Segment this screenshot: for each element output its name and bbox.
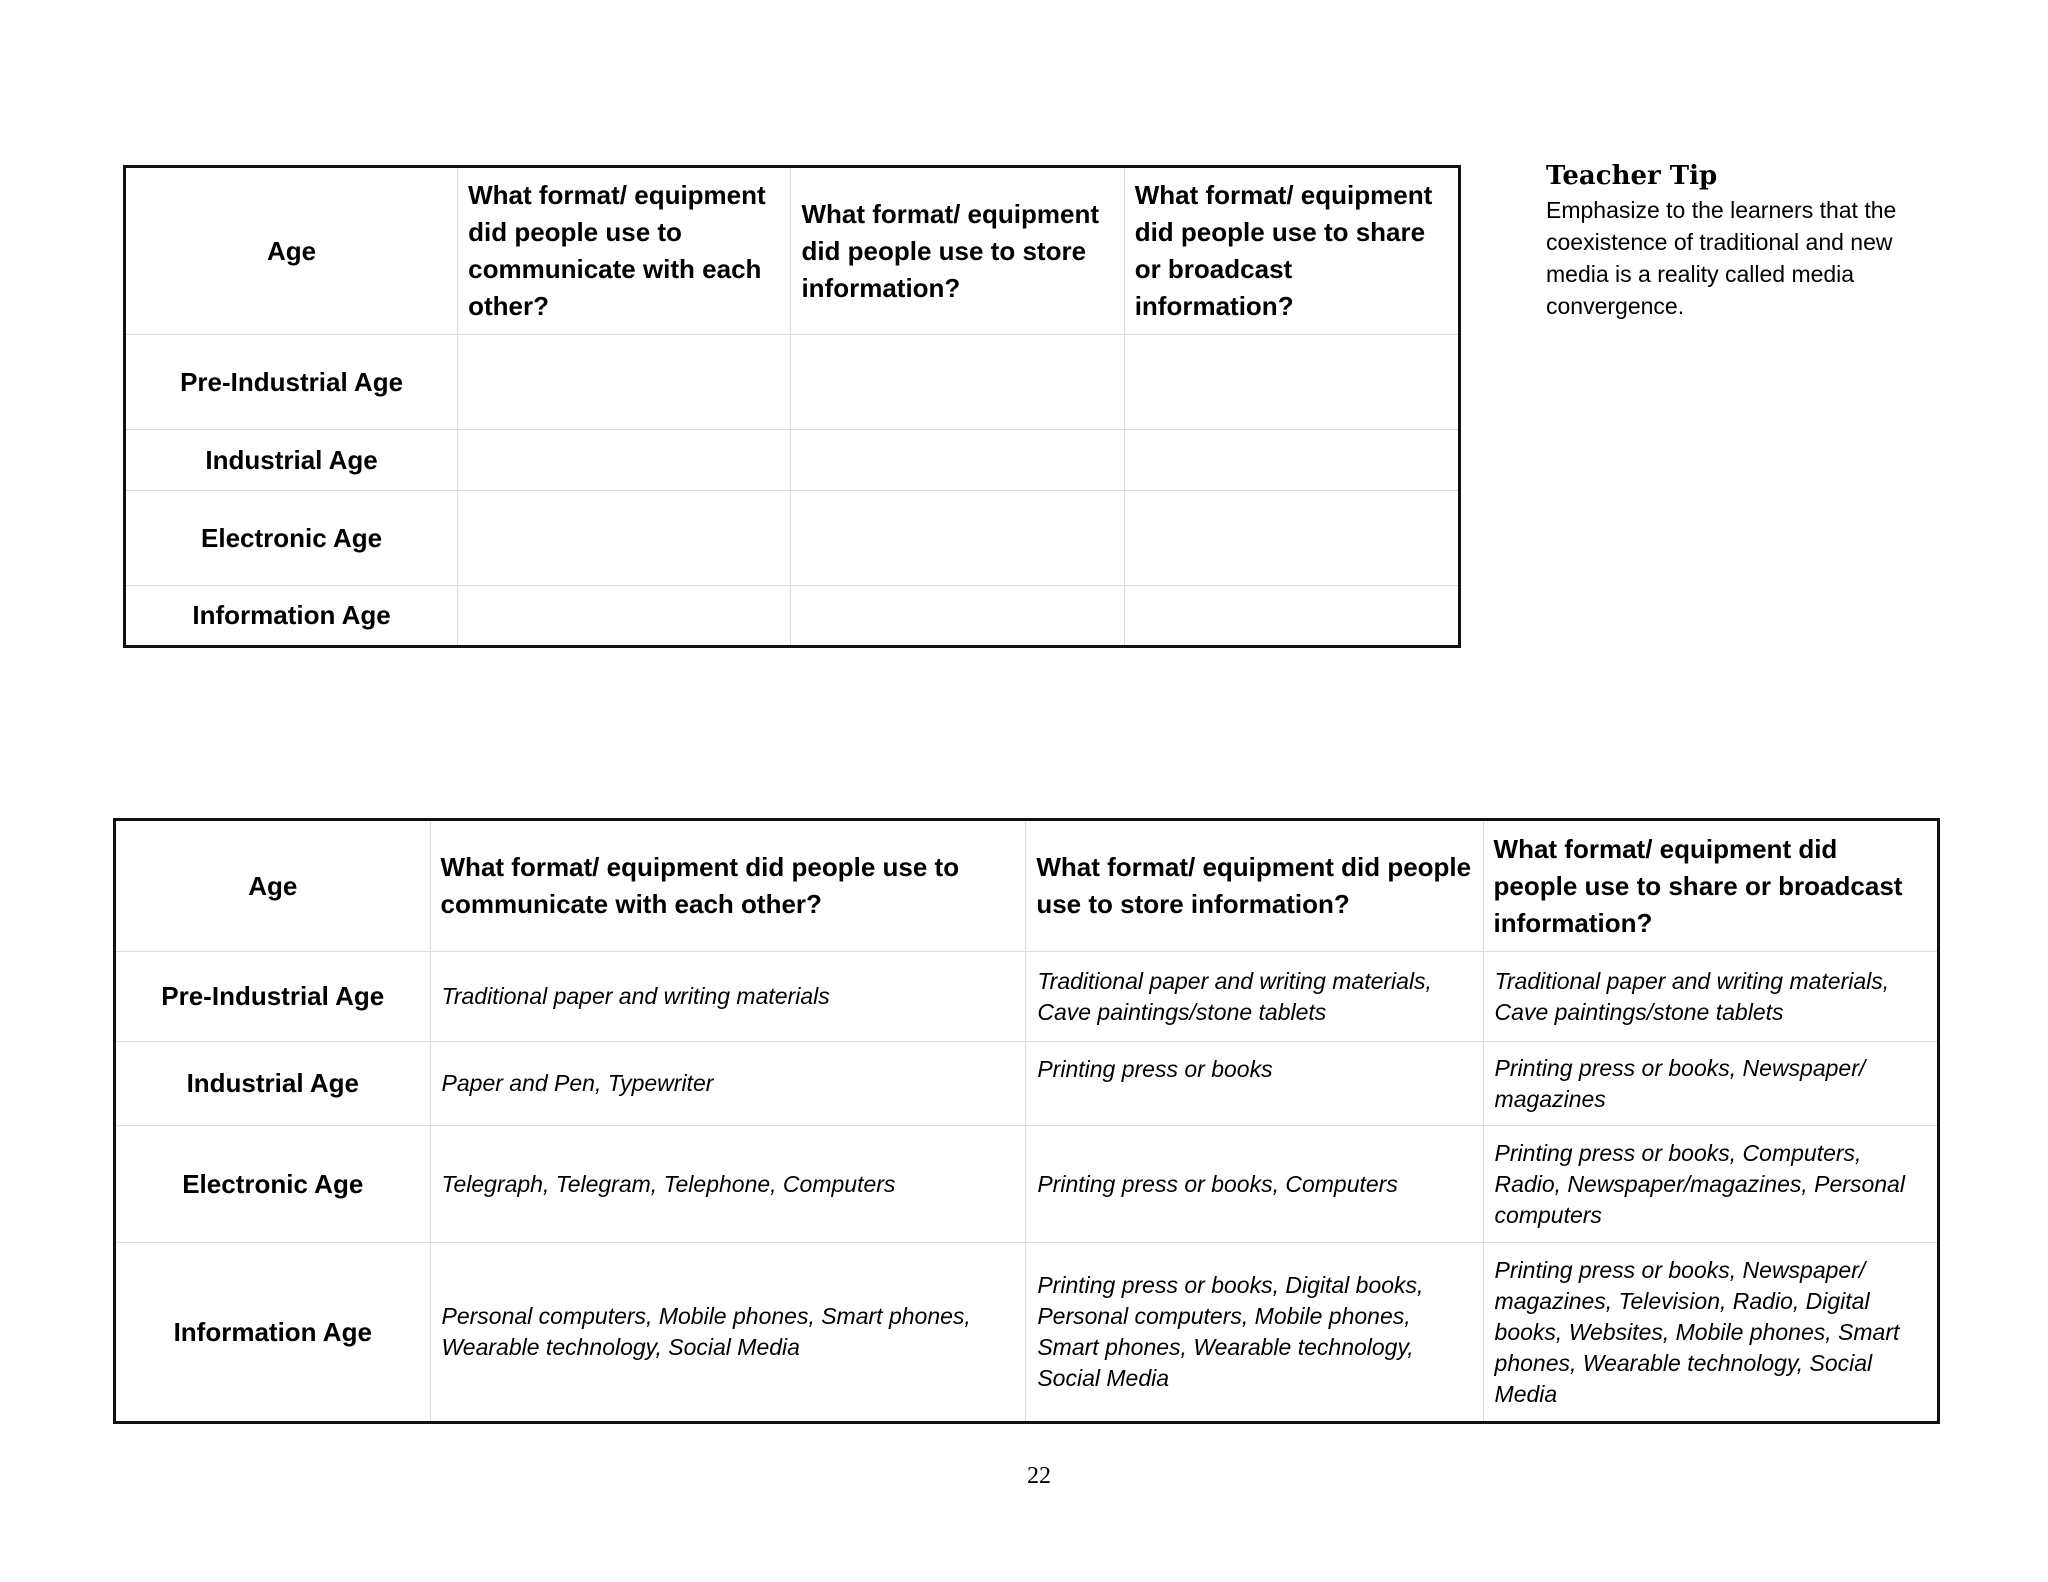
table-row: [115, 1042, 1939, 1126]
cell-communicate: Personal computers, Mobile phones, Smart phones, Wearable technology, Social Media: [430, 1243, 1026, 1423]
cell-communicate: Paper and Pen, Typewriter: [430, 1042, 1026, 1126]
blank-cell: [1124, 430, 1459, 491]
row-age-label: Electronic Age: [115, 1126, 431, 1243]
teacher-tip-body: Emphasize to the learners that the coexistence of traditional and new media is a reality called media convergence.: [1546, 197, 1897, 319]
header-age: Age: [115, 820, 431, 952]
cell-store: Printing press or books, Digital books, Personal computers, Mobile phones, Smart phones, Wearable technology, Social Media: [1026, 1243, 1483, 1423]
blank-cell: [791, 335, 1124, 430]
header-age: Age: [125, 167, 458, 335]
cell-share: Printing press or books, Computers, Radio, Newspaper/magazines, Personal computers: [1483, 1126, 1938, 1243]
cell-share: Printing press or books, Newspaper/ magazines: [1483, 1042, 1938, 1126]
header-communicate: What format/ equipment did people use to communicate with each other?: [430, 820, 1026, 952]
blank-cell: [1124, 335, 1459, 430]
row-age-label: Pre-Industrial Age: [125, 335, 458, 430]
page-number: 22: [1027, 1463, 1051, 1489]
cell-store: Printing press or books, Computers: [1026, 1126, 1483, 1243]
worksheet-table: [123, 165, 1461, 648]
table-header-row: [125, 167, 1460, 335]
cell-share: Traditional paper and writing materials, Cave paintings/stone tablets: [1483, 952, 1938, 1042]
header-store: What format/ equipment did people use to store information?: [791, 167, 1124, 335]
blank-cell: [458, 335, 791, 430]
row-age-label: Pre-Industrial Age: [115, 952, 431, 1042]
blank-cell: [458, 430, 791, 491]
cell-communicate: Telegraph, Telegram, Telephone, Computers: [430, 1126, 1026, 1243]
blank-cell: [791, 586, 1124, 647]
cell-store: Printing press or books: [1026, 1042, 1483, 1126]
teacher-tip-title: Teacher Tip: [1546, 161, 1718, 191]
table-row: [125, 491, 1460, 586]
header-share: What format/ equipment did people use to share or broadcast information?: [1483, 820, 1938, 952]
cell-store: Traditional paper and writing materials, Cave paintings/stone tablets: [1026, 952, 1483, 1042]
table-row: [115, 1126, 1939, 1243]
header-store: What format/ equipment did people use to store information?: [1026, 820, 1483, 952]
blank-cell: [791, 430, 1124, 491]
blank-cell: [1124, 586, 1459, 647]
row-age-label: Information Age: [125, 586, 458, 647]
cell-share: Printing press or books, Newspaper/ magazines, Television, Radio, Digital books, Websites, Mobile phones, Smart phones, Wearable technology, Social Media: [1483, 1243, 1938, 1423]
table-row: [125, 586, 1460, 647]
row-age-label: Information Age: [115, 1243, 431, 1423]
cell-communicate: Traditional paper and writing materials: [430, 952, 1026, 1042]
header-communicate: What format/ equipment did people use to communicate with each other?: [458, 167, 791, 335]
blank-cell: [791, 491, 1124, 586]
header-share: What format/ equipment did people use to share or broadcast information?: [1124, 167, 1459, 335]
table-row: [115, 952, 1939, 1042]
table-row: [125, 430, 1460, 491]
blank-cell: [458, 491, 791, 586]
row-age-label: Electronic Age: [125, 491, 458, 586]
teacher-tip: [1546, 158, 1946, 322]
row-age-label: Industrial Age: [115, 1042, 431, 1126]
answer-table: [113, 818, 1940, 1424]
table-row: [125, 335, 1460, 430]
blank-cell: [1124, 491, 1459, 586]
table-row: [115, 1243, 1939, 1423]
table-header-row: [115, 820, 1939, 952]
row-age-label: Industrial Age: [125, 430, 458, 491]
blank-cell: [458, 586, 791, 647]
